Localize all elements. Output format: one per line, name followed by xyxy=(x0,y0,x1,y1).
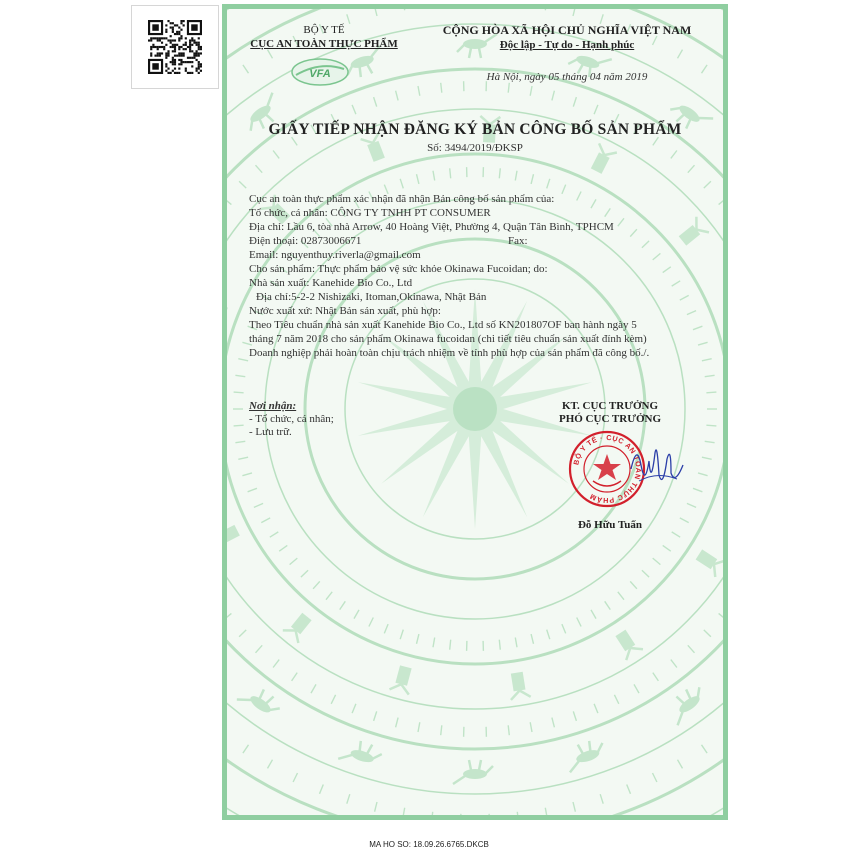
republic-name: CỘNG HÒA XÃ HỘI CHỦ NGHĨA VIỆT NAM xyxy=(442,23,692,37)
origin-line: Nước xuất xứ: Nhật Bản sản xuất, phù hợp: xyxy=(249,305,441,317)
signatory-line-1: KT. CỤC TRƯỞNG xyxy=(561,400,659,412)
signatory-title xyxy=(510,400,710,426)
product-line: Cho sản phẩm: Thực phẩm bảo vệ sức khỏe Okinawa Fucoidan; do: xyxy=(249,263,548,275)
email-line: Email: nguyenthuy.riverla@gmail.com xyxy=(249,249,421,261)
standard-line-2: tháng 7 năm 2018 cho sản phẩm Okinawa fucoidan (chi tiết tiêu chuẩn sản xuất đính kèm) xyxy=(249,333,647,345)
issue-date: Hà Nội, ngày 05 tháng 04 năm 2019 xyxy=(486,71,648,83)
vfa-logo-icon xyxy=(290,57,350,87)
qr-code-icon xyxy=(148,20,202,74)
recipients-block xyxy=(249,400,419,439)
issuing-authority xyxy=(239,23,409,51)
recipients-heading: Nơi nhận: xyxy=(249,400,297,412)
manufacturer-line: Nhà sản xuất: Kanehide Bio Co., Ltd xyxy=(249,277,413,289)
contact-line xyxy=(249,234,717,248)
organization-line: Tổ chức, cá nhân: CÔNG TY TNHH PT CONSUMER xyxy=(249,207,491,219)
qr-code xyxy=(131,5,219,89)
certificate-body xyxy=(249,192,717,360)
national-motto: Độc lập - Tự do - Hạnh phúc xyxy=(499,39,635,51)
document-title: GIẤY TIẾP NHẬN ĐĂNG KÝ BẢN CÔNG BỐ SẢN PHẨM xyxy=(268,121,682,138)
signer-name: Đỗ Hữu Tuấn xyxy=(577,519,643,531)
handwritten-signature-icon xyxy=(627,435,687,495)
intro-line: Cục an toàn thực phẩm xác nhận đã nhận Bản công bố sản phẩm của: xyxy=(249,193,555,205)
responsibility-line: Doanh nghiệp phải hoàn toàn chịu trách nhiệm về tính phù hợp của sản phẩm đã công bố./. xyxy=(249,347,650,359)
stamp-lettering: BỘ Y TẾ · CỤC AN TOÀN THỰC PHẨM xyxy=(571,432,644,506)
manufacturer-address-line: Địa chỉ:5-2-2 Nishizaki, Itoman,Okinawa, Nhật Bản xyxy=(256,291,487,303)
national-header xyxy=(417,23,717,53)
document-number: Số: 3494/2019/ĐKSP xyxy=(427,142,523,154)
agency-name: CỤC AN TOÀN THỰC PHẨM xyxy=(250,38,398,50)
product-registration-certificate xyxy=(222,4,728,820)
address-line: Địa chỉ: Lầu 6, tòa nhà Arrow, 40 Hoàng Việt, Phường 4, Quận Tân Bình, TPHCM xyxy=(249,221,614,233)
fax-line: Fax: xyxy=(508,235,528,247)
standard-line-1: Theo Tiêu chuẩn nhà sản xuất Kanehide Bio Co., Ltd số KN201807OF ban hành ngày 5 xyxy=(249,319,637,331)
signatory-line-2: PHÓ CỤC TRƯỞNG xyxy=(558,413,662,425)
file-code: MA HO SO: 18.09.26.6765.DKCB xyxy=(369,840,489,849)
ministry-name: BỘ Y TẾ xyxy=(303,24,345,36)
recipient-item: - Tổ chức, cá nhân; xyxy=(249,413,334,425)
vfa-logo-text: VFA xyxy=(309,68,331,80)
phone-line: Điện thoại: 02873006671 xyxy=(249,235,362,247)
recipient-item: - Lưu trữ. xyxy=(249,426,292,438)
